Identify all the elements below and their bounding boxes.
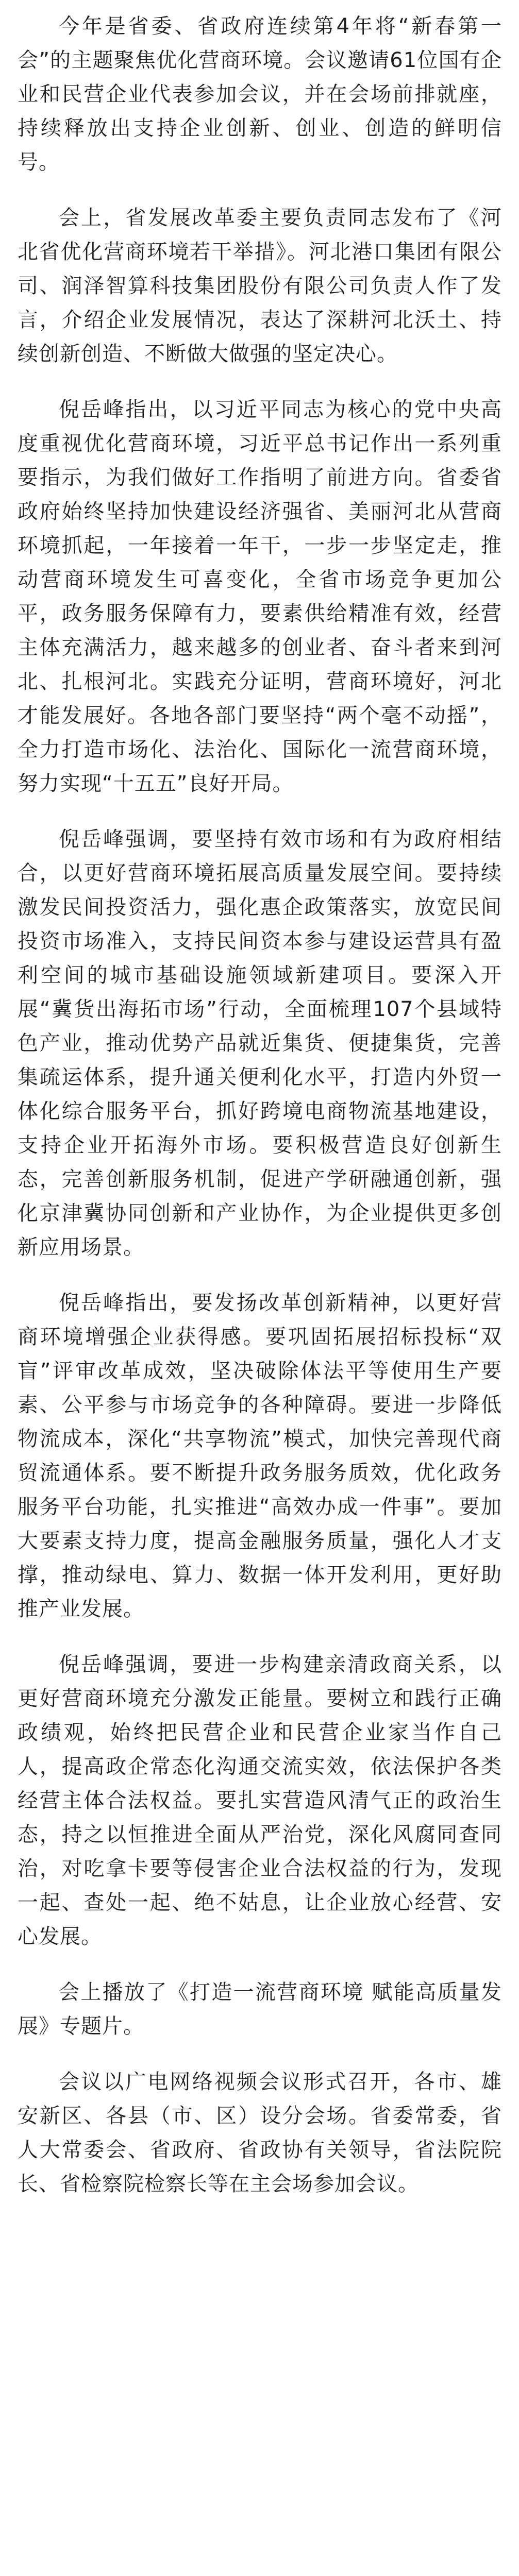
- article-body: [18, 9, 502, 2201]
- article-paragraph-format: 会议以广电网络视频会议形式召开，各市、雄安新区、各县（市、区）设分会场。省委常委，省人大常委会、省政府、省政协有关领导，省法院院长、省检察院检察长等在主会场参加会议。: [18, 2070, 502, 2196]
- article-paragraph-market: 倪岳峰强调，要坚持有效市场和有为政府相结合，以更好营商环境拓展高质量发展空间。要持续激发民间投资活力，强化惠企政策落实，放宽民间投资市场准入，支持民间资本参与建设运营具有盈利空间的城市基础设施领域新建项目。要深入开展“冀货出海拓市场”行动，全面梳理107个县域特色产业，推动优势产品就近集货、便捷集货，完善集疏运体系，提升通关便利化水平，打造内外贸一体化综合服务平台，抓好跨境电商物流基地建设，支持企业开拓海外市场。要积极营造良好创新生态，完善创新服务机制，促进产学研融通创新，强化京津冀协同创新和产业协作，为企业提供更多创新应用场景。: [18, 827, 502, 1259]
- article-paragraph-relations: 倪岳峰强调，要进一步构建亲清政商关系，以更好营商环境充分激发正能量。要树立和践行正确政绩观，始终把民营企业和民营企业家当作自己人，提高政企常态化沟通交流实效，依法保护各类经营主体合法权益。要扎实营造风清气正的政治生态，持之以恒推进全面从严治党，深化风腐同查同治，对吃拿卡要等侵害企业合法权益的行为，发现一起、查处一起、绝不姑息，让企业放心经营、安心发展。: [18, 1653, 502, 1948]
- article-paragraph-significance: 倪岳峰指出，以习近平同志为核心的党中央高度重视优化营商环境，习近平总书记作出一系列重要指示，为我们做好工作指明了前进方向。省委省政府始终坚持加快建设经济强省、美丽河北从营商环境抓起，一年接着一年干，一步一步坚定走，推动营商环境发生可喜变化，全省市场竞争更加公平，政务服务保障有力，要素供给精准有效，经营主体充满活力，越来越多的创业者、奋斗者来到河北、扎根河北。实践充分证明，营商环境好，河北才能发展好。各地各部门要坚持“两个毫不动摇”，全力打造市场化、法治化、国际化一流营商环境，努力实现“十五五”良好开局。: [18, 398, 502, 795]
- article-paragraph-film: 会上播放了《打造一流营商环境 赋能高质量发展》专题片。: [18, 1980, 502, 2038]
- article-paragraph-announcement: 会上，省发展改革委主要负责同志发布了《河北省优化营商环境若干举措》。河北港口集团有限公司、润泽智算科技集团股份有限公司负责人作了发言，介绍企业发展情况，表达了深耕河北沃土、持续创新创造、不断做大做强的坚定决心。: [18, 206, 502, 366]
- article-paragraph-intro: 今年是省委、省政府连续第4年将“新春第一会”的主题聚焦优化营商环境。会议邀请61位国有企业和民营企业代表参加会议，并在会场前排就座，持续释放出支持企业创新、创业、创造的鲜明信号。: [18, 14, 502, 174]
- article-paragraph-reform: 倪岳峰指出，要发扬改革创新精神，以更好营商环境增强企业获得感。要巩固拓展招标投标“双盲”评审改革成效，坚决破除体法平等使用生产要素、公平参与市场竞争的各种障碍。要进一步降低物流成本，深化“共享物流”模式，加快完善现代商贸流通体系。要不断提升政务服务质效，优化政务服务平台功能，扎实推进“高效办成一件事”。要加大要素支持力度，提高金融服务质量，强化人才支撑，推动绿电、算力、数据一体开发利用，更好助推产业发展。: [18, 1291, 502, 1621]
